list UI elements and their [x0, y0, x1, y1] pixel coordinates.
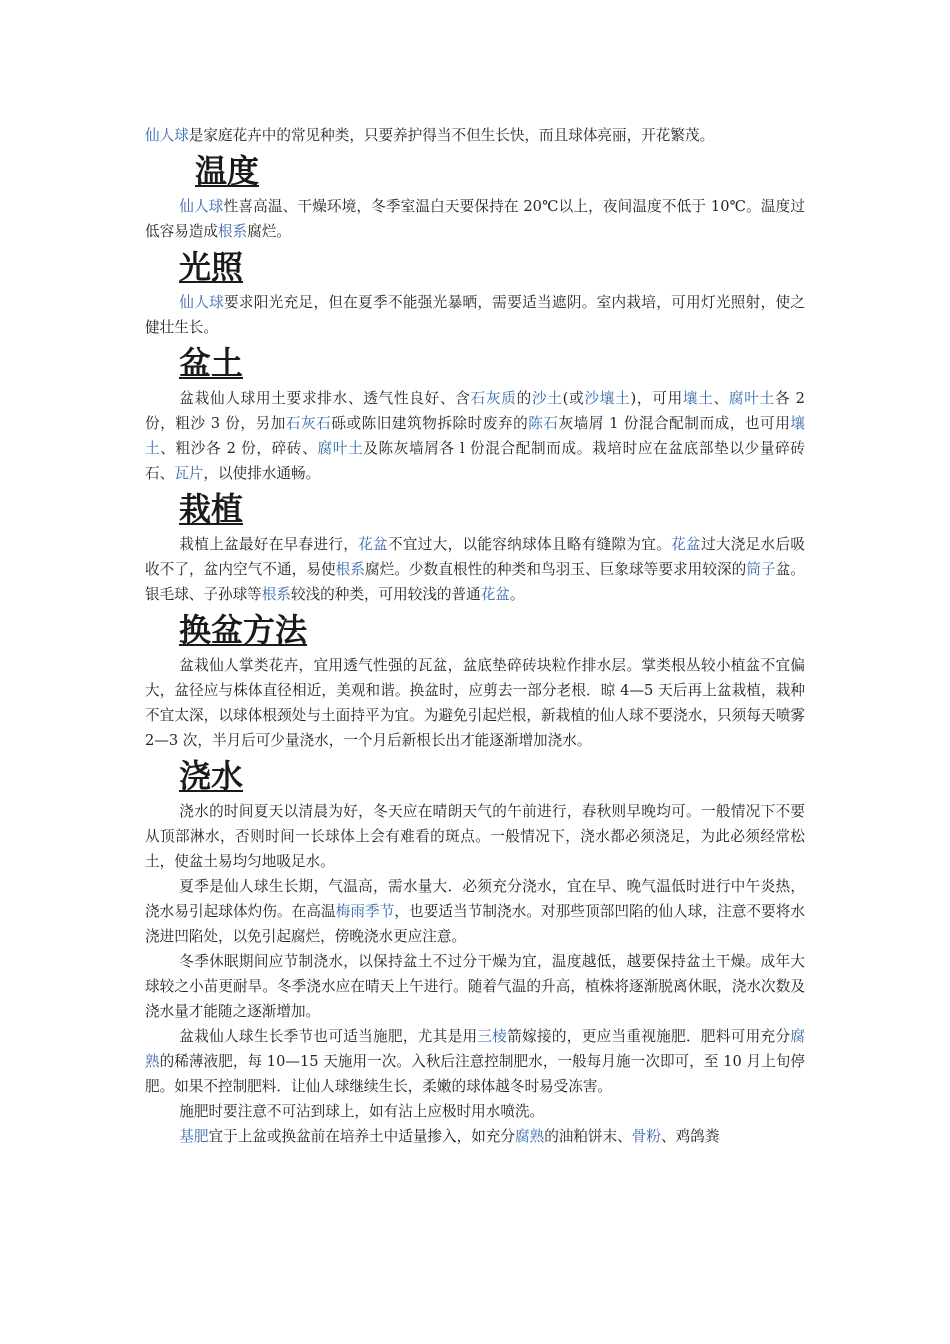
body-text: ，也要适当节制浇水。对那些顶部凹陷的仙人球，注意不要将水浇进凹陷处，以免引起腐烂，傍晚浇水更应注意。 — [145, 903, 805, 945]
body-text: 冬季休眠期间应节制浇水，以保持盆土不过分干燥为宜，温度越低，越要保持盆土干燥。成年大球较之小苗更耐旱。冬季浇水应在晴天上午进行。随着气温的升高，植株将逐渐脱离休眠，浇水次数及浇水量才能随之逐渐增加。 — [145, 953, 805, 1020]
section-heading: 温度 — [195, 152, 260, 190]
body-text: 、 — [713, 390, 729, 407]
document-body — [145, 123, 805, 1149]
term-link[interactable]: 骨粉 — [631, 1128, 661, 1145]
section-paragraph — [145, 532, 805, 607]
body-text: 砾或陈旧建筑物拆除时废弃的 — [331, 415, 529, 432]
term-link[interactable]: 仙人球 — [179, 198, 224, 215]
section-paragraph — [145, 653, 805, 753]
term-link[interactable]: 壤土 — [145, 415, 805, 457]
body-text: 施肥时要注意不可沾到球上，如有沾上应极时用水喷洗。 — [179, 1103, 545, 1120]
section-heading: 浇水 — [179, 757, 244, 795]
term-link[interactable]: 壤土 — [682, 390, 714, 407]
section-paragraph — [145, 1124, 805, 1149]
term-link[interactable]: 筒子 — [746, 561, 776, 578]
term-link[interactable]: 根系 — [335, 561, 366, 578]
body-text: 、鸡鸽粪 — [660, 1128, 720, 1145]
body-text: 。 — [509, 586, 525, 603]
sections-container — [145, 148, 805, 1149]
body-text: 各 2 份，粗沙 3 份，另加 — [145, 390, 805, 432]
term-link[interactable]: 根系 — [261, 586, 291, 603]
body-text: 的 — [516, 390, 532, 407]
section-paragraph — [145, 290, 805, 340]
body-text: 腐烂。少数直根性的种类和鸟羽玉、巨象球等要求用较深的 — [365, 561, 747, 578]
body-text: 灰墙屑 1 份混合配制而成，也可用 — [558, 415, 791, 432]
body-text: 夏季是仙人球生长期，气温高，需水量大．必须充分浇水，宜在早、晚气温低时进行中午炎热，浇水易引起球体灼伤。在高温 — [145, 878, 805, 920]
section-heading: 光照 — [179, 248, 244, 286]
section-paragraph — [145, 799, 805, 874]
term-link[interactable]: 腐熟 — [145, 1028, 805, 1070]
term-link[interactable]: 石灰石 — [285, 415, 332, 432]
body-text: 栽植上盆最好在早春进行， — [179, 536, 359, 553]
body-text: 、粗沙各 2 份，碎砖、 — [160, 440, 318, 457]
body-text: (或 — [562, 390, 585, 407]
section-paragraph — [145, 194, 805, 244]
body-text: 浇水的时间夏天以清晨为好，冬天应在晴朗天气的午前进行，春秋则早晚均可。一般情况下不要从顶部淋水，否则时间一长球体上会有难看的斑点。一般情况下，浇水都必须浇足，为此必须经常松土，使盆土易均匀地吸足水。 — [145, 803, 805, 870]
term-link[interactable]: 沙土 — [532, 390, 563, 407]
body-text: 的稀薄液肥，每 10—15 天施用一次。入秋后注意控制肥水，一般每月施一次即可，至 10 月上旬停肥。如果不控制肥料．让仙人球继续生长，柔嫩的球体越冬时易受冻害。 — [145, 1053, 805, 1095]
body-text: 的油粕饼末、 — [544, 1128, 632, 1145]
body-text: 过大浇足水后吸收不了，盆内空气不通，易使 — [145, 536, 805, 578]
term-link[interactable]: 基肥 — [179, 1128, 209, 1145]
term-link[interactable]: 仙人球 — [179, 294, 225, 311]
term-link[interactable]: 花盆 — [671, 536, 701, 553]
section-paragraph — [145, 386, 805, 486]
section-paragraph — [145, 949, 805, 1024]
body-text: 盆。银毛球、子孙球等 — [145, 561, 805, 603]
body-text: 盆栽仙人球生长季节也可适当施肥，尤其是用 — [179, 1028, 478, 1045]
section-heading: 换盆方法 — [179, 611, 308, 649]
body-text: 箭嫁接的，更应当重视施肥．肥料可用充分 — [507, 1028, 791, 1045]
body-text: 腐烂。 — [247, 223, 291, 240]
term-link[interactable]: 瓦片 — [174, 465, 204, 482]
body-text: ，以使排水通畅。 — [203, 465, 321, 482]
section-heading: 栽植 — [179, 490, 244, 528]
body-text: 宜于上盆或换盆前在培养土中适量掺入，如充分 — [208, 1128, 515, 1145]
term-link[interactable]: 根系 — [217, 223, 248, 240]
intro-paragraph — [145, 123, 805, 148]
body-text: 及陈灰墙屑各 l 份混合配制而成。栽培时应在盆底部垫以少量碎砖石、 — [145, 440, 805, 482]
section-paragraph — [145, 874, 805, 949]
section-paragraph — [145, 1099, 805, 1124]
body-text: 盆栽仙人球用土要求排水、透气性良好、含 — [179, 390, 471, 407]
body-text: 不宜过大，以能容纳球体且略有缝隙为宜。 — [387, 536, 672, 553]
term-link[interactable]: 三棱 — [477, 1028, 508, 1045]
term-link[interactable]: 沙壤土 — [584, 390, 631, 407]
term-link[interactable]: 仙人球 — [145, 127, 189, 144]
body-text: 较浅的种类，可用较浅的普通 — [290, 586, 481, 603]
body-text: 是家庭花卉中的常见种类，只要养护得当不但生长快，而且球体亮丽，开花繁茂。 — [188, 127, 715, 144]
term-link[interactable]: 腐熟 — [514, 1128, 545, 1145]
body-text: )，可用 — [630, 390, 683, 407]
body-text: 性喜高温、干燥环境，冬季室温白天要保持在 20℃以上，夜间温度不低于 10℃。温度过低容易造成 — [145, 198, 805, 240]
term-link[interactable]: 陈石 — [528, 415, 559, 432]
section-heading: 盆土 — [179, 344, 244, 382]
term-link[interactable]: 腐叶土 — [317, 440, 364, 457]
term-link[interactable]: 梅雨季节 — [335, 903, 395, 920]
term-link[interactable]: 花盆 — [480, 586, 510, 603]
body-text: 盆栽仙人掌类花卉，宜用透气性强的瓦盆，盆底垫碎砖块粒作排水层。掌类根丛较小植盆不宜偏大，盆径应与株体直径相近，美观和谐。换盆时，应剪去一部分老根．晾 4—5 天后再上盆栽植，栽种不宜太深，以球体根颈处与土面持平为宜。为避免引起烂根，新栽植的仙人球不要浇水，只须每天喷雾 2—3 次，半月后可少量浇水，一个月后新根长出才能逐渐增加浇水。 — [145, 657, 805, 749]
term-link[interactable]: 石灰质 — [470, 390, 517, 407]
body-text: 要求阳光充足，但在夏季不能强光暴晒，需要适当遮阴。室内栽培，可用灯光照射，使之健壮生长。 — [145, 294, 805, 336]
term-link[interactable]: 腐叶土 — [728, 390, 775, 407]
term-link[interactable]: 花盆 — [358, 536, 388, 553]
section-paragraph — [145, 1024, 805, 1099]
